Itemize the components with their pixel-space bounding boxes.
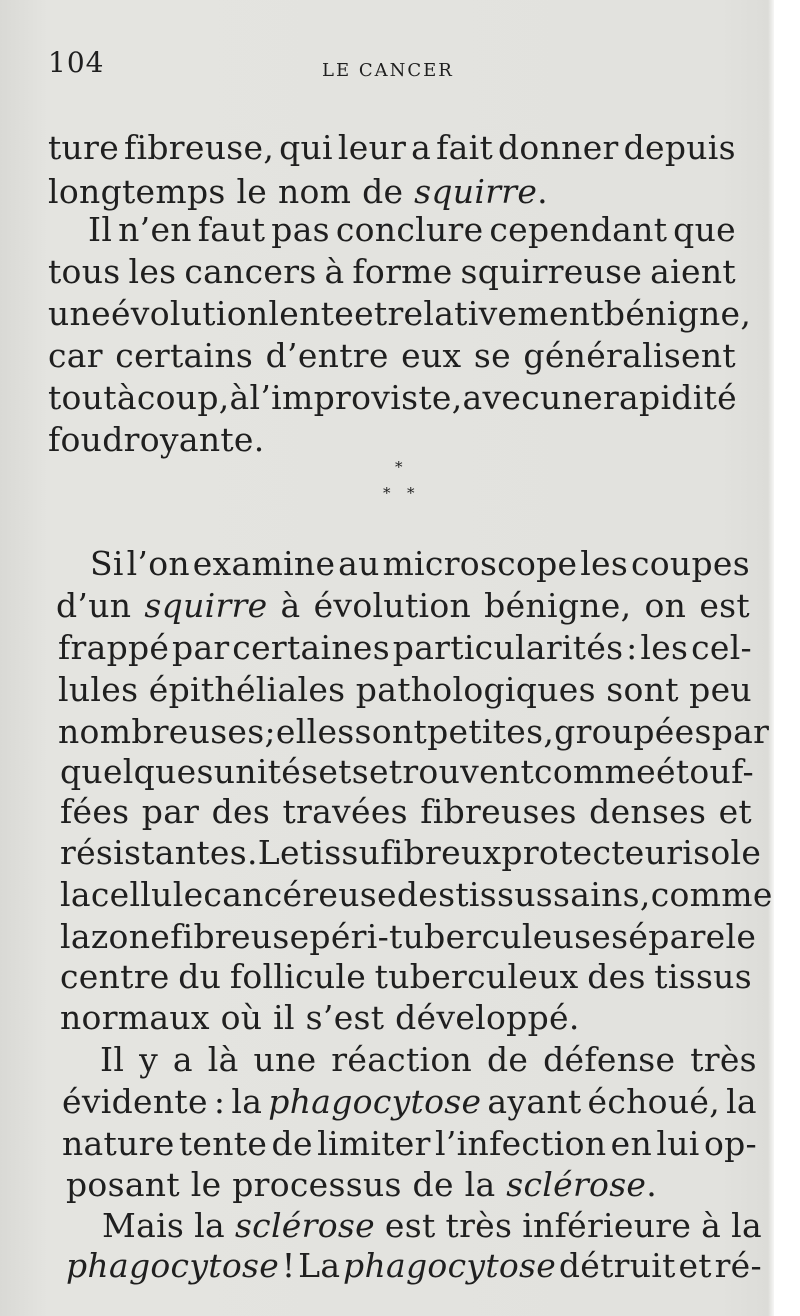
text-line: lules épithéliales pathologiques sont peu [58,670,752,709]
text-line: tout à coup, à l’improviste, avec une rapidité [48,378,737,417]
running-title: LE CANCER [322,60,454,81]
separator-star: * [383,484,391,502]
page-number: 104 [48,46,105,79]
text-line: une évolution lente et relativement bénigne, [48,294,752,333]
text-line: fées par des travées fibreuses denses et [60,792,752,831]
text-line: nombreuses ; elles sont petites, groupées par [58,712,770,751]
text-line: longtemps le nom de squirre. [48,172,548,211]
text-line: normaux où il s’est développé. [60,998,580,1037]
page-edge [774,0,800,1316]
text-line: la zone fibreuse péri-tuberculeuse sépare le [60,917,757,956]
text-line: résistantes. Le tissu fibreux protecteur isole [60,833,762,872]
separator-star: * [407,484,415,502]
text-line: car certains d’entre eux se généralisent [48,336,736,375]
text-line: ture fibreuse, qui leur a fait donner depuis [48,128,736,167]
text-line: phagocytose ! La phagocytose détruit et ré- [66,1246,762,1285]
text-line: frappé par certaines particularités : les cel- [58,628,752,667]
section-separator [380,458,420,508]
text-line: foudroyante. [48,420,265,459]
text-line: Il y a là une réaction de défense très [100,1040,757,1079]
text-line: Mais la sclérose est très inférieure à la [102,1206,762,1245]
text-line: Si l’on examine au microscope les coupes [90,544,750,583]
text-line: posant le processus de la sclérose. [66,1165,658,1204]
text-line: centre du follicule tuberculeux des tissus [60,957,752,996]
text-line: évidente : la phagocytose ayant échoué, la [62,1082,757,1121]
separator-star: * [395,458,403,476]
text-line: quelques unités et se trouvent comme étouf- [60,752,754,791]
text-line: d’un squirre à évolution bénigne, on est [56,586,750,625]
text-line: la cellule cancéreuse des tissus sains, comme [60,875,773,914]
text-line: tous les cancers à forme squirreuse aient [48,252,736,291]
text-line: nature tente de limiter l’infection en lui op- [62,1124,757,1163]
text-line: Il n’en faut pas conclure cependant que [88,210,736,249]
